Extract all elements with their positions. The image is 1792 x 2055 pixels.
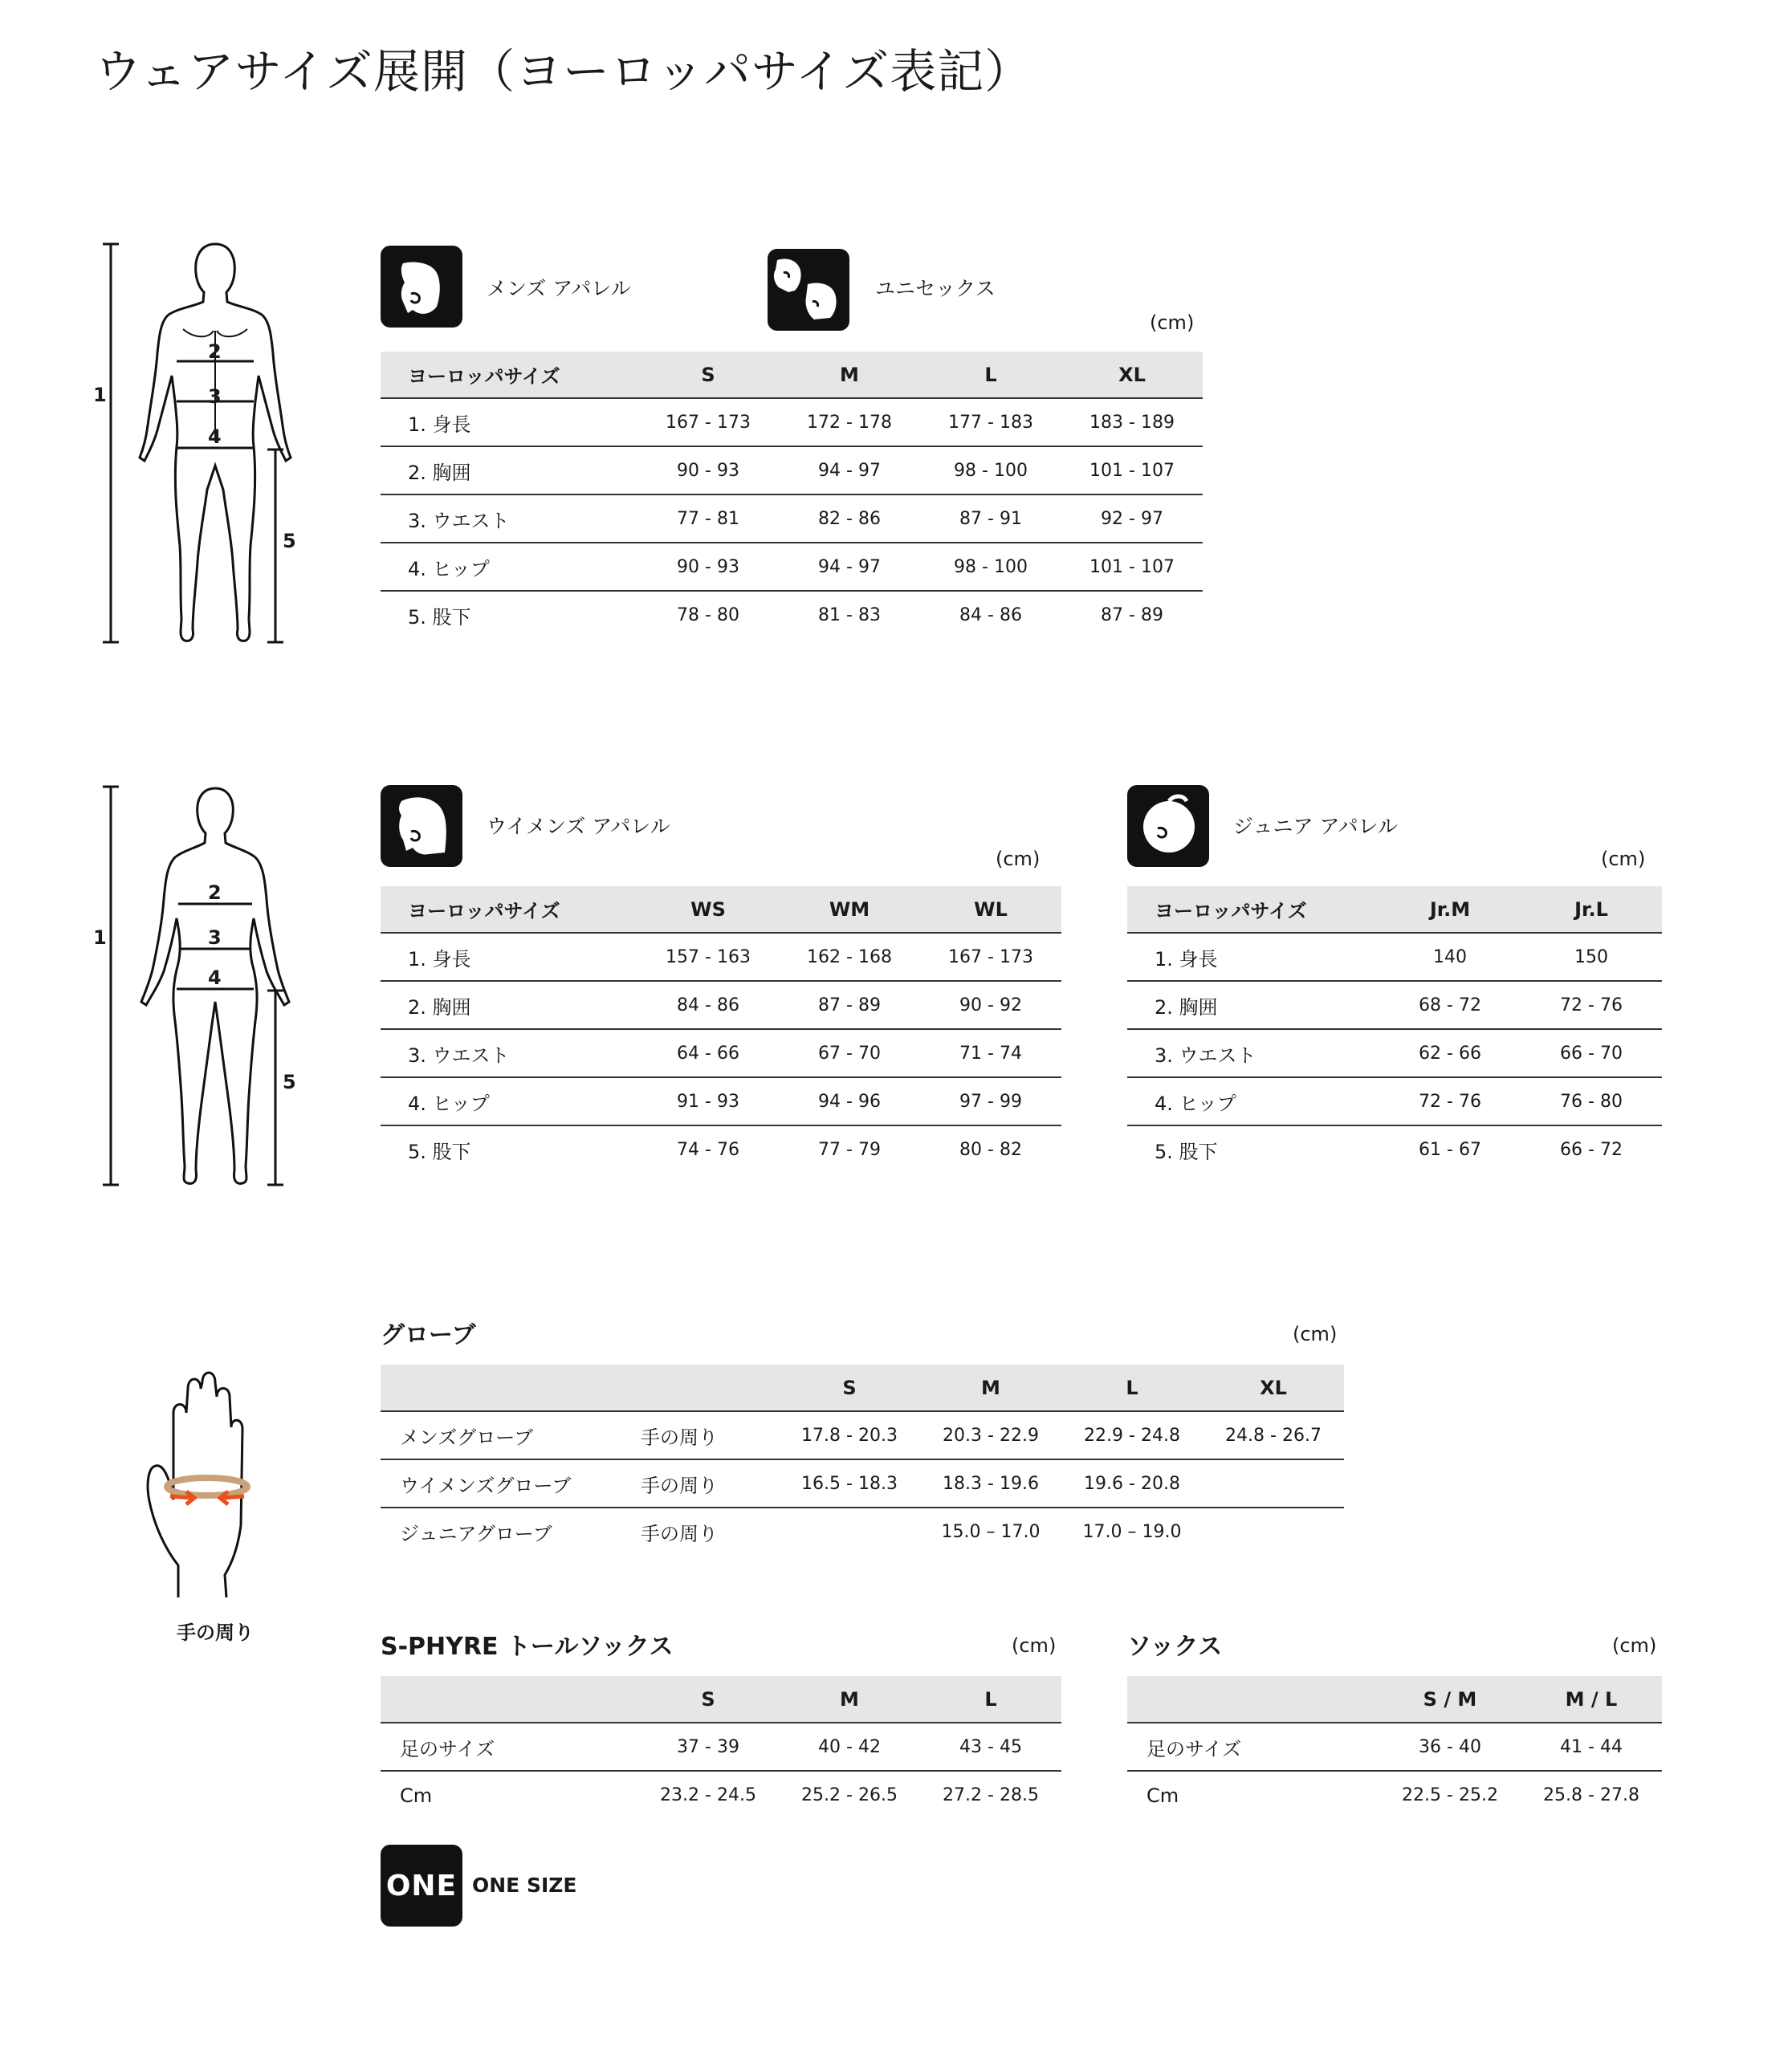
- page-title: ウェアサイズ展開（ヨーロッパサイズ表記）: [95, 44, 1032, 99]
- table-header-cell: M / L: [1521, 1676, 1662, 1723]
- table-header-cell: WS: [637, 886, 779, 933]
- table-cell: 94 - 97: [779, 446, 920, 494]
- mens-apparel-label: メンズ アパレル: [487, 277, 631, 300]
- table-cell: 82 - 86: [779, 494, 920, 543]
- table-cell: 76 - 80: [1521, 1077, 1662, 1125]
- table-cell: 101 - 107: [1061, 446, 1203, 494]
- table-header-cell: XL: [1203, 1365, 1344, 1411]
- unit-label: (cm): [1012, 1634, 1057, 1657]
- table-cell: 84 - 86: [637, 981, 779, 1029]
- table-header-cell: L: [920, 352, 1061, 398]
- female-body-figure: [88, 783, 305, 1193]
- socks-title: ソックス: [1127, 1633, 1223, 1661]
- table-cell: 101 - 107: [1061, 543, 1203, 591]
- table-row: [1127, 1077, 1662, 1125]
- table-cell: 4. ヒップ: [381, 1077, 637, 1125]
- table-cell: [779, 1508, 920, 1556]
- table-header-cell: S / M: [1379, 1676, 1521, 1723]
- table-cell: 87 - 89: [779, 981, 920, 1029]
- table-header-cell: WM: [779, 886, 920, 933]
- table-header-cell: WL: [920, 886, 1061, 933]
- table-cell: 3. ウエスト: [381, 494, 637, 543]
- table-header-cell: [1127, 1676, 1379, 1723]
- table-cell: 67 - 70: [779, 1029, 920, 1077]
- table-cell: 172 - 178: [779, 398, 920, 446]
- figure-label-4: 4: [208, 966, 222, 989]
- table-header-cell: Jr.L: [1521, 886, 1662, 933]
- table-header-row: [381, 1676, 1061, 1723]
- table-cell: 1. 身長: [1127, 933, 1379, 981]
- table-cell: 5. 股下: [1155, 1141, 1218, 1163]
- table-row: [381, 1411, 1344, 1459]
- table-cell: 手の周り: [641, 1523, 718, 1545]
- table-cell: 40 - 42: [779, 1723, 920, 1771]
- table-cell: 17.0 – 19.0: [1082, 1522, 1182, 1542]
- figure-label-4: 4: [208, 425, 222, 448]
- table-cell: [1203, 1508, 1344, 1556]
- table-cell: ウイメンズグローブ: [381, 1459, 621, 1508]
- tall-socks-title: S-PHYRE トールソックス: [381, 1633, 674, 1661]
- table-row: [1127, 1771, 1662, 1819]
- table-row: [1127, 933, 1662, 981]
- table-cell: 37 - 39: [637, 1723, 779, 1771]
- table-cell: 84 - 86: [959, 605, 1022, 625]
- figure-label-5: 5: [283, 1071, 296, 1093]
- table-header-cell: M: [779, 352, 920, 398]
- figure-label-3: 3: [208, 385, 222, 408]
- table-header-cell: M: [920, 1365, 1061, 1411]
- table-header-cell: S: [637, 352, 779, 398]
- table-row: [381, 933, 1061, 981]
- table-cell: 1. 身長: [381, 933, 637, 981]
- table-header-cell: ヨーロッパサイズ: [1127, 886, 1379, 933]
- table-cell: 4. ヒップ: [381, 543, 637, 591]
- table-cell: 27.2 - 28.5: [943, 1785, 1039, 1805]
- table-cell: 77 - 79: [818, 1140, 881, 1160]
- unit-label: (cm): [1601, 848, 1646, 870]
- table-cell: 24.8 - 26.7: [1203, 1411, 1344, 1459]
- table-header-cell: ヨーロッパサイズ: [381, 352, 637, 398]
- table-cell: 手の周り: [621, 1411, 779, 1459]
- table-row: [381, 494, 1203, 543]
- table-cell: 71 - 74: [920, 1029, 1061, 1077]
- table-cell: [1203, 1459, 1344, 1508]
- table-cell: 78 - 80: [677, 605, 739, 625]
- figure-label-1: 1: [93, 384, 107, 406]
- table-cell: 61 - 67: [1419, 1140, 1481, 1160]
- table-row: [381, 1723, 1061, 1771]
- table-cell: 66 - 70: [1521, 1029, 1662, 1077]
- table-cell: 62 - 66: [1379, 1029, 1521, 1077]
- table-header-cell: M: [779, 1676, 920, 1723]
- socks-size-table: [1127, 1676, 1662, 1819]
- table-cell: 80 - 82: [959, 1140, 1022, 1160]
- table-cell: 23.2 - 24.5: [660, 1785, 756, 1805]
- table-cell: 足のサイズ: [1127, 1723, 1379, 1771]
- table-row: [381, 398, 1203, 446]
- table-cell: 167 - 173: [637, 398, 779, 446]
- table-cell: 94 - 96: [779, 1077, 920, 1125]
- table-cell: 2. 胸囲: [381, 981, 637, 1029]
- table-cell: 20.3 - 22.9: [920, 1411, 1061, 1459]
- table-cell: メンズグローブ: [381, 1411, 621, 1459]
- junior-apparel-icon: [1127, 785, 1209, 867]
- table-header-row: [381, 352, 1203, 398]
- figure-label-5: 5: [283, 530, 296, 552]
- unisex-icon: [768, 249, 849, 331]
- womens-apparel-icon: [381, 785, 462, 867]
- table-header-row: [1127, 1676, 1662, 1723]
- table-header-row: [1127, 886, 1662, 933]
- table-cell: 66 - 72: [1560, 1140, 1623, 1160]
- table-header-cell: L: [1061, 1365, 1203, 1411]
- figure-label-2: 2: [208, 340, 222, 363]
- figure-label-2: 2: [208, 881, 222, 904]
- table-row: [1127, 1029, 1662, 1077]
- table-header-cell: ヨーロッパサイズ: [381, 886, 637, 933]
- one-size-icon: ONE: [381, 1845, 462, 1927]
- table-cell: Cm: [1146, 1784, 1179, 1807]
- table-row: [381, 446, 1203, 494]
- one-size-label: ONE SIZE: [472, 1874, 577, 1897]
- table-row: [1127, 1125, 1662, 1174]
- table-cell: 64 - 66: [637, 1029, 779, 1077]
- table-cell: 162 - 168: [779, 933, 920, 981]
- unit-label: (cm): [1150, 311, 1195, 334]
- junior-apparel-label: ジュニア アパレル: [1233, 815, 1398, 838]
- table-row: [381, 591, 1203, 639]
- table-cell: Cm: [400, 1784, 433, 1807]
- table-row: [381, 1771, 1061, 1819]
- table-cell: 98 - 100: [920, 543, 1061, 591]
- table-cell: ジュニアグローブ: [400, 1523, 552, 1545]
- table-cell: 140: [1379, 933, 1521, 981]
- table-row: [381, 981, 1061, 1029]
- male-body-figure: [88, 241, 305, 650]
- unisex-label: ユニセックス: [875, 277, 996, 300]
- table-cell: 足のサイズ: [381, 1723, 637, 1771]
- table-cell: 手の周り: [621, 1459, 779, 1508]
- table-row: [381, 1459, 1344, 1508]
- table-cell: 1. 身長: [381, 398, 637, 446]
- table-row: [381, 543, 1203, 591]
- table-cell: 87 - 91: [920, 494, 1061, 543]
- table-header-cell: XL: [1061, 352, 1203, 398]
- table-cell: 90 - 93: [637, 543, 779, 591]
- table-row: [381, 1125, 1061, 1174]
- hand-figure: [141, 1365, 270, 1605]
- table-header-cell: S: [779, 1365, 920, 1411]
- table-cell: 3. ウエスト: [381, 1029, 637, 1077]
- unit-label: (cm): [1293, 1323, 1338, 1345]
- unit-label: (cm): [1612, 1634, 1657, 1657]
- table-cell: 87 - 89: [1101, 605, 1163, 625]
- table-cell: 5. 股下: [408, 606, 471, 629]
- table-cell: 98 - 100: [920, 446, 1061, 494]
- table-cell: 183 - 189: [1061, 398, 1203, 446]
- table-cell: 81 - 83: [818, 605, 881, 625]
- glove-title: グローブ: [381, 1321, 476, 1349]
- table-cell: 90 - 92: [920, 981, 1061, 1029]
- table-cell: 16.5 - 18.3: [779, 1459, 920, 1508]
- table-cell: 97 - 99: [920, 1077, 1061, 1125]
- table-cell: 5. 股下: [408, 1141, 471, 1163]
- table-row: [1127, 1723, 1662, 1771]
- table-header-cell: [381, 1365, 621, 1411]
- table-cell: 72 - 76: [1379, 1077, 1521, 1125]
- table-cell: 72 - 76: [1521, 981, 1662, 1029]
- table-cell: 25.2 - 26.5: [801, 1785, 898, 1805]
- table-cell: 25.8 - 27.8: [1543, 1785, 1639, 1805]
- table-row: [381, 1508, 1344, 1556]
- table-header-row: [381, 886, 1061, 933]
- table-header-cell: S: [637, 1676, 779, 1723]
- table-cell: 4. ヒップ: [1127, 1077, 1379, 1125]
- table-cell: 167 - 173: [920, 933, 1061, 981]
- table-cell: 41 - 44: [1521, 1723, 1662, 1771]
- table-cell: 15.0 – 17.0: [941, 1522, 1041, 1542]
- table-cell: 92 - 97: [1061, 494, 1203, 543]
- table-header-cell: L: [920, 1676, 1061, 1723]
- table-cell: 68 - 72: [1379, 981, 1521, 1029]
- table-header-row: [381, 1365, 1344, 1411]
- table-cell: 17.8 - 20.3: [779, 1411, 920, 1459]
- table-cell: 150: [1521, 933, 1662, 981]
- figure-label-1: 1: [93, 926, 107, 949]
- table-cell: 2. 胸囲: [381, 446, 637, 494]
- table-cell: 22.5 - 25.2: [1402, 1785, 1498, 1805]
- table-cell: 18.3 - 19.6: [920, 1459, 1061, 1508]
- unit-label: (cm): [996, 848, 1041, 870]
- table-header-cell: Jr.M: [1379, 886, 1521, 933]
- tall-socks-size-table: [381, 1676, 1061, 1819]
- table-cell: 43 - 45: [920, 1723, 1061, 1771]
- junior-size-table: [1127, 886, 1662, 1174]
- table-cell: 91 - 93: [637, 1077, 779, 1125]
- table-cell: 94 - 97: [779, 543, 920, 591]
- mens-apparel-icon: [381, 246, 462, 328]
- table-cell: 2. 胸囲: [1127, 981, 1379, 1029]
- table-cell: 3. ウエスト: [1127, 1029, 1379, 1077]
- hand-caption: 手の周り: [177, 1622, 254, 1644]
- table-cell: 36 - 40: [1379, 1723, 1521, 1771]
- table-cell: 22.9 - 24.8: [1061, 1411, 1203, 1459]
- womens-apparel-label: ウイメンズ アパレル: [487, 815, 670, 838]
- table-row: [381, 1077, 1061, 1125]
- table-cell: 74 - 76: [677, 1140, 739, 1160]
- table-row: [381, 1029, 1061, 1077]
- table-row: [1127, 981, 1662, 1029]
- table-header-cell: [381, 1676, 637, 1723]
- table-header-cell: [621, 1365, 779, 1411]
- table-cell: 90 - 93: [637, 446, 779, 494]
- table-cell: 77 - 81: [637, 494, 779, 543]
- table-cell: 177 - 183: [920, 398, 1061, 446]
- figure-label-3: 3: [208, 926, 222, 949]
- table-cell: 157 - 163: [637, 933, 779, 981]
- table-cell: 19.6 - 20.8: [1061, 1459, 1203, 1508]
- glove-size-table: [381, 1365, 1344, 1556]
- mens-size-table: [381, 352, 1203, 639]
- womens-size-table: [381, 886, 1061, 1174]
